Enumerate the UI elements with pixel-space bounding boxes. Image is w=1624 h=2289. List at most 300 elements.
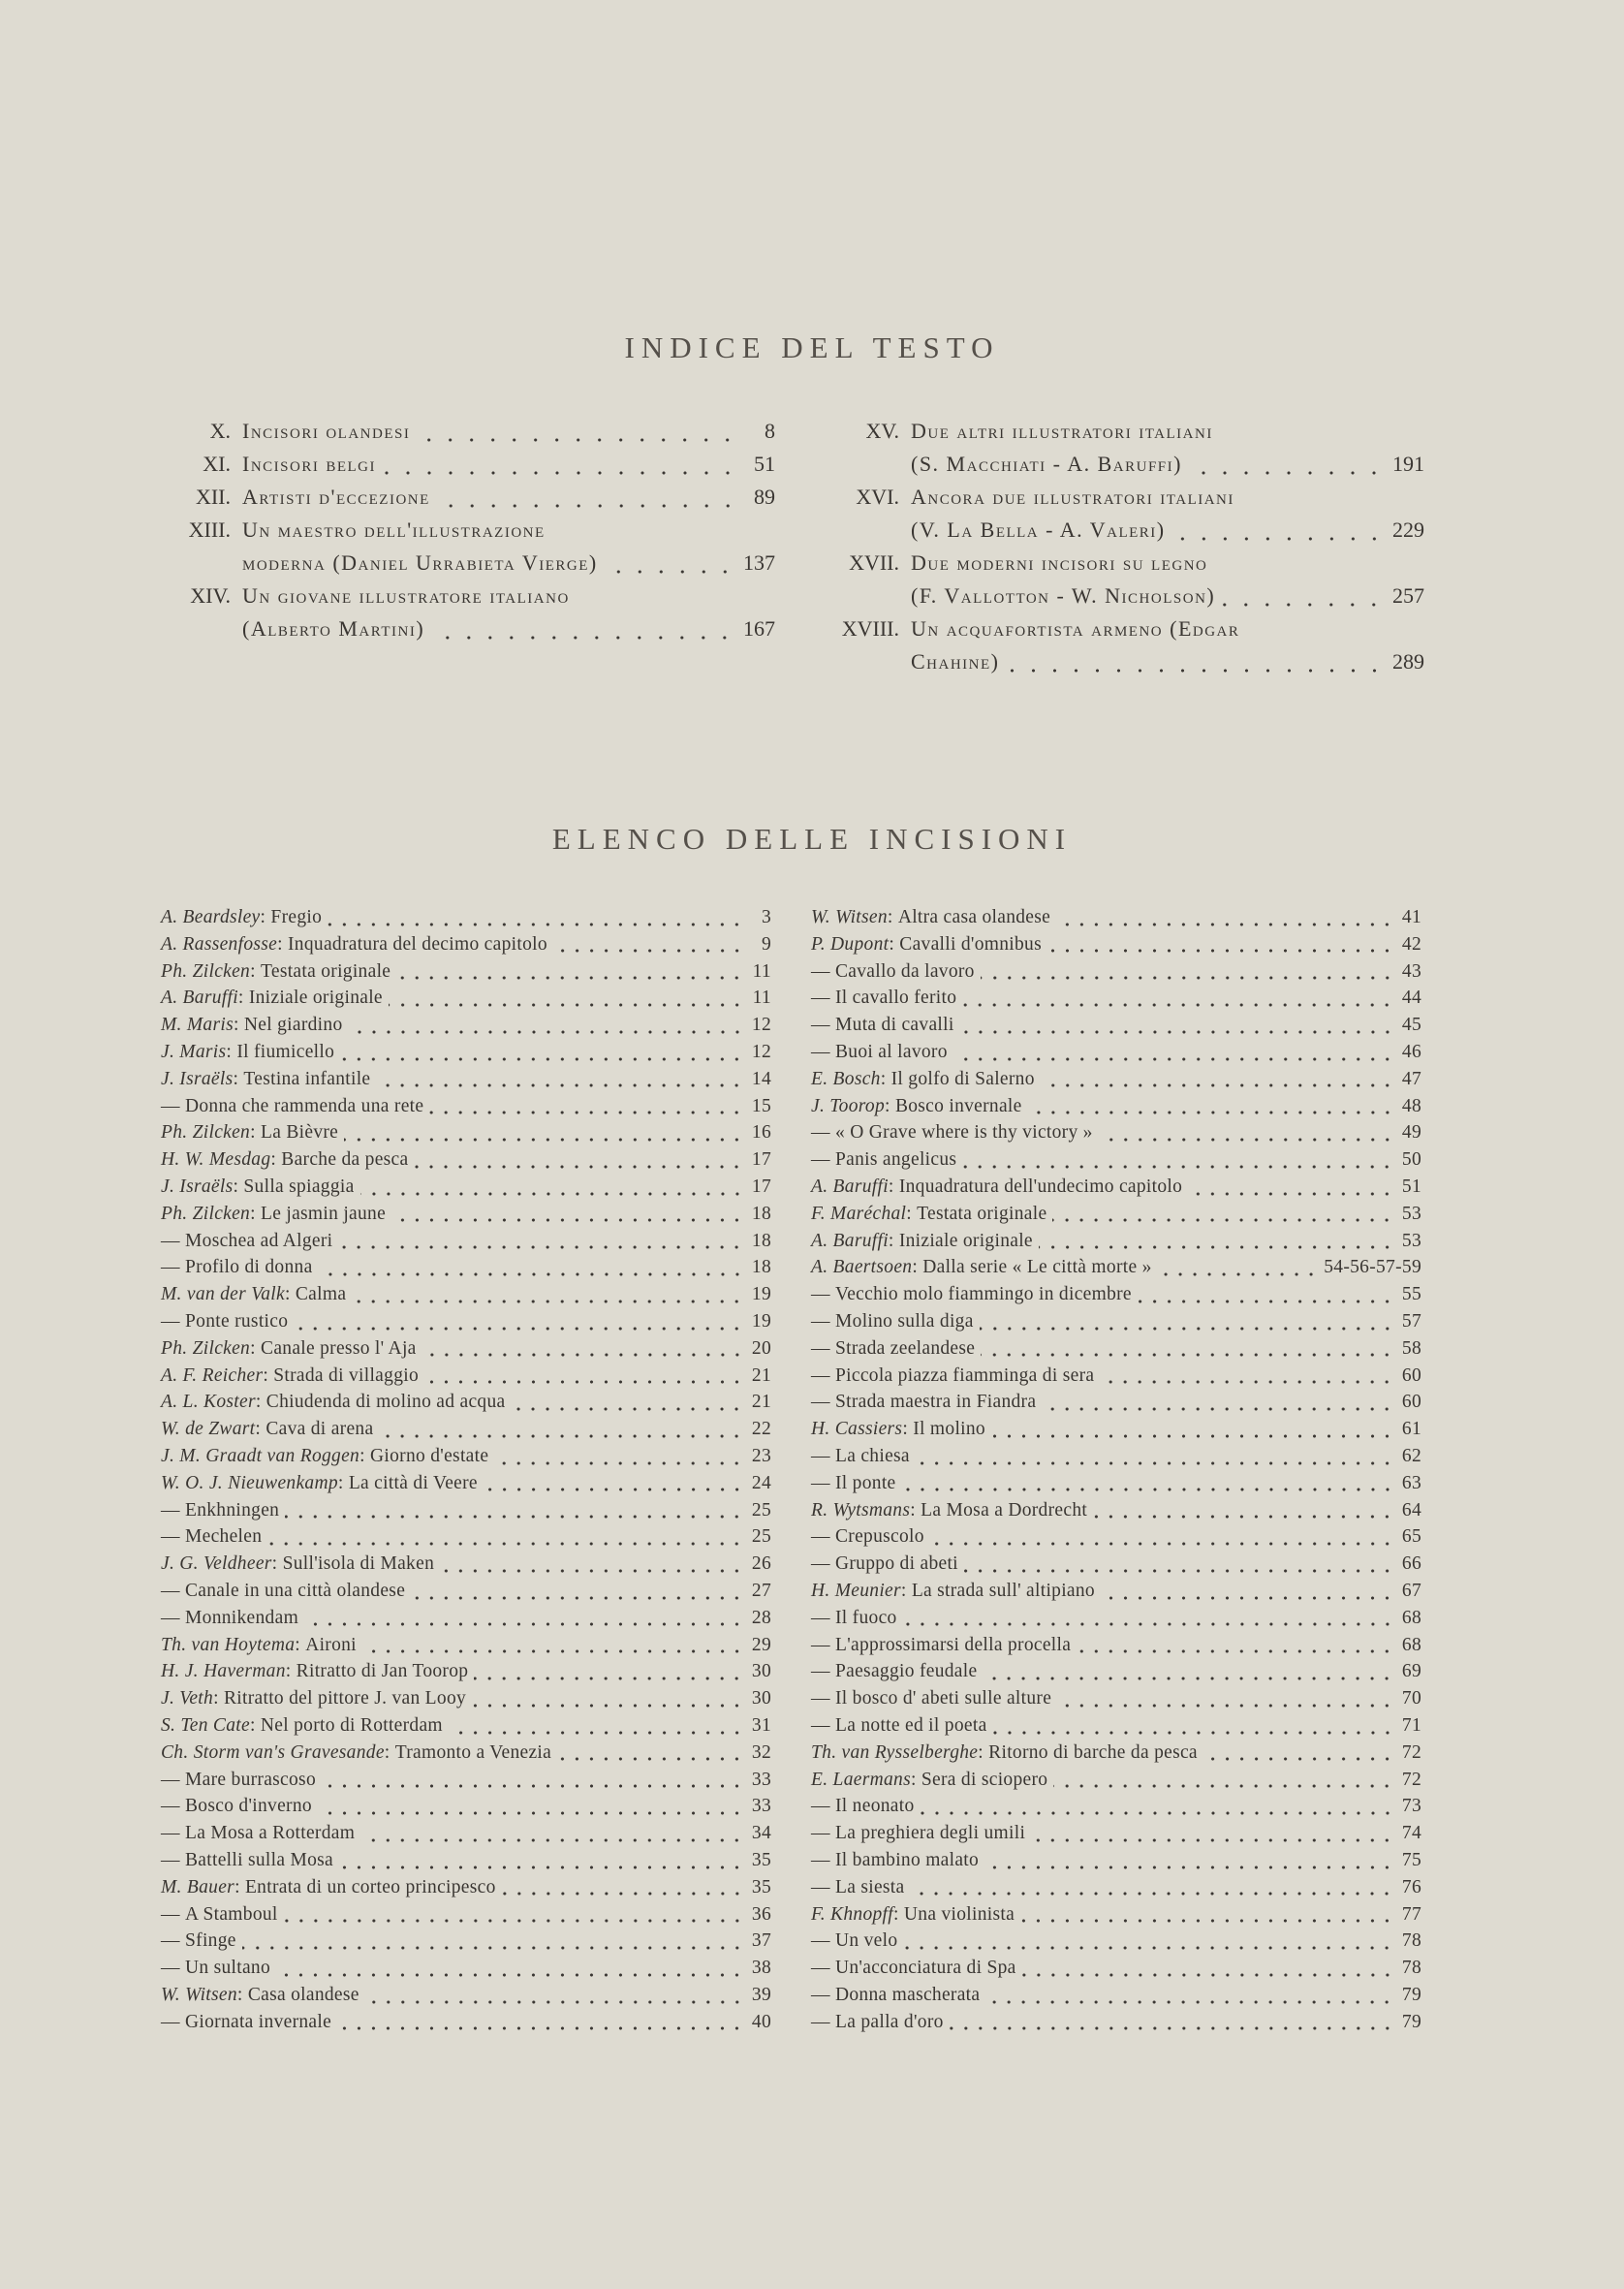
dot-leader	[411, 1595, 744, 1601]
dot-leader	[285, 1514, 744, 1520]
artist-name: A. L. Koster	[161, 1392, 256, 1413]
list-item	[811, 1688, 1421, 1714]
dot-leader	[414, 1164, 744, 1170]
page-number: 49	[1401, 1122, 1421, 1144]
list-item	[811, 1446, 1421, 1472]
dot-leader	[1158, 1271, 1319, 1277]
page-number: 66	[1401, 1553, 1421, 1575]
page-number: 18	[751, 1203, 771, 1224]
work-title: La Mosa a Dordrecht	[921, 1499, 1088, 1521]
chapter-title: (V. La Bella - A. Valeri)	[911, 517, 1166, 542]
work-title: Un'acconciatura di Spa	[835, 1958, 1016, 1979]
page-number: 51	[1401, 1176, 1421, 1197]
artist-name: —	[811, 1526, 830, 1548]
page-number: 30	[751, 1661, 771, 1682]
dot-leader	[319, 1271, 744, 1277]
chapter-title: Un giovane illustratore italiano	[242, 583, 570, 608]
separator: :	[384, 1741, 395, 1763]
artist-name: Ph. Zilcken	[161, 960, 251, 982]
toc-entry-line	[145, 517, 775, 550]
artist-name: —	[161, 1526, 180, 1548]
dot-leader	[910, 1891, 1394, 1897]
dot-leader	[553, 948, 744, 954]
chapter-title: Incisori belgi	[242, 452, 376, 476]
toc-entry-line	[145, 550, 775, 583]
chapter-number: XI.	[203, 452, 231, 476]
page-number: 17	[751, 1176, 771, 1197]
work-title: Muta di cavalli	[835, 1015, 954, 1036]
artist-name: —	[811, 1284, 830, 1305]
artist-name: —	[811, 1607, 830, 1628]
work-title: A Stamboul	[185, 1903, 278, 1925]
separator: :	[359, 1446, 371, 1466]
dot-leader	[1031, 1837, 1394, 1843]
list-item	[161, 1419, 771, 1445]
artist-name: J. M. Graadt van Roggen	[161, 1446, 360, 1466]
page-number: 35	[751, 1876, 771, 1897]
page-number: 35	[751, 1850, 771, 1870]
dot-leader	[1093, 1514, 1394, 1520]
chapter-number: XVI.	[856, 485, 899, 509]
separator: :	[213, 1688, 224, 1709]
artist-name: —	[811, 1392, 830, 1413]
list-item	[811, 1661, 1421, 1687]
work-title: Iniziale originale	[248, 988, 383, 1009]
page-number: 289	[1392, 649, 1424, 674]
work-title: La strada sull' altipiano	[911, 1581, 1095, 1601]
page-number: 11	[752, 988, 771, 1009]
separator: :	[888, 1176, 899, 1197]
toc-entry-line	[145, 485, 775, 517]
work-title: « O Grave where is thy victory »	[835, 1122, 1093, 1144]
list-item	[161, 1581, 771, 1607]
page-number: 26	[751, 1553, 771, 1575]
artist-name: —	[811, 988, 830, 1009]
work-title: Gruppo di abeti	[835, 1553, 958, 1575]
dot-leader	[429, 1110, 744, 1115]
list-item	[161, 1635, 771, 1661]
work-title: Inquadratura del decimo capitolo	[288, 933, 547, 955]
illustrations-heading: ELENCO DELLE INCISIONI	[551, 821, 1073, 856]
list-item	[161, 1231, 771, 1257]
work-title: Vecchio molo fiammingo in dicembre	[835, 1284, 1132, 1305]
work-title: Battelli sulla Mosa	[185, 1850, 334, 1870]
page-number: 89	[754, 485, 775, 509]
artist-name: —	[811, 1958, 830, 1979]
work-title: Il ponte	[835, 1472, 896, 1493]
list-item	[811, 1553, 1421, 1580]
page-number: 64	[1401, 1499, 1421, 1521]
work-title: Sull'isola di Maken	[282, 1553, 435, 1575]
artist-name: —	[811, 1823, 830, 1844]
dot-leader	[511, 1406, 744, 1412]
dot-leader	[424, 1379, 744, 1385]
work-title: Il fiumicello	[236, 1042, 335, 1062]
list-item	[811, 1581, 1421, 1607]
dot-leader	[991, 1433, 1394, 1439]
list-item	[161, 1015, 771, 1041]
page-number: 78	[1401, 1958, 1421, 1979]
artist-name: Ch. Storm van's Gravesande	[161, 1741, 385, 1763]
page-number: 20	[751, 1337, 771, 1359]
dot-leader	[1077, 1648, 1394, 1654]
page-number: 17	[751, 1149, 771, 1171]
work-title: Iniziale originale	[898, 1230, 1033, 1251]
page-number: 38	[751, 1958, 771, 1979]
work-title: Canale in una città olandese	[185, 1581, 406, 1601]
separator: :	[910, 1499, 921, 1521]
artist-name: J. G. Veldheer	[161, 1553, 272, 1575]
artist-name: M. Maris	[161, 1015, 234, 1036]
dot-leader	[1039, 1244, 1394, 1250]
artist-name: A. Baruffi	[811, 1176, 889, 1197]
page-number: 54-56-57-59	[1324, 1257, 1421, 1278]
dot-leader	[1099, 1137, 1394, 1143]
dot-leader	[930, 1541, 1394, 1547]
page-number: 12	[751, 1042, 771, 1062]
work-title: Cavalli d'omnibus	[899, 933, 1042, 955]
artist-name: A. Baertsoen	[811, 1257, 913, 1278]
separator: :	[250, 1122, 262, 1144]
list-item	[161, 1069, 771, 1095]
artist-name: —	[161, 1095, 180, 1116]
artist-name: —	[811, 1337, 830, 1359]
chapter-number: XVIII.	[841, 616, 899, 641]
artist-name: J. Veth	[161, 1688, 214, 1709]
toc-entry-line	[804, 419, 1424, 452]
dot-leader	[962, 1164, 1394, 1170]
separator: :	[885, 1095, 895, 1116]
work-title: Il cavallo ferito	[835, 988, 957, 1009]
work-title: Piccola piazza fiamminga di sera	[835, 1364, 1095, 1386]
artist-name: A. Baruffi	[811, 1230, 889, 1251]
work-title: Cava di arena	[265, 1419, 374, 1440]
artist-name: —	[811, 1015, 830, 1036]
separator: :	[910, 1769, 921, 1790]
dot-leader	[1223, 601, 1385, 609]
list-item	[811, 1742, 1421, 1769]
artist-name: —	[811, 1446, 830, 1466]
dot-leader	[365, 1999, 744, 2005]
dot-leader	[502, 1891, 744, 1897]
page-number: 47	[1401, 1068, 1421, 1089]
page-number: 44	[1401, 988, 1421, 1009]
page-number: 43	[1401, 960, 1421, 982]
artist-name: W. Witsen	[161, 1985, 237, 2005]
separator: :	[255, 1419, 266, 1440]
artist-name: —	[811, 1850, 830, 1870]
page-number: 33	[751, 1796, 771, 1817]
list-item	[161, 1338, 771, 1364]
page-number: 16	[751, 1122, 771, 1144]
toc-entry-line	[145, 583, 775, 616]
list-item	[161, 1742, 771, 1769]
artist-name: J. Israëls	[161, 1068, 234, 1089]
separator: :	[263, 1364, 274, 1386]
artist-name: A. Baruffi	[161, 988, 238, 1009]
list-item	[811, 1985, 1421, 2011]
artist-name: —	[161, 1903, 180, 1925]
artist-name: R. Wytsmans	[811, 1499, 911, 1521]
list-item	[811, 1365, 1421, 1392]
chapter-title: Ancora due illustratori italiani	[911, 485, 1234, 509]
page-number: 60	[1401, 1392, 1421, 1413]
artist-name: —	[161, 1607, 180, 1628]
dot-leader	[1190, 469, 1385, 477]
page-number: 137	[743, 550, 775, 575]
list-item	[811, 1015, 1421, 1041]
dot-leader	[1188, 1191, 1394, 1197]
chapter-number: XIII.	[188, 517, 231, 542]
page-number: 14	[751, 1068, 771, 1089]
artist-name: H. Meunier	[811, 1581, 901, 1601]
list-item	[811, 1796, 1421, 1822]
list-item	[811, 1069, 1421, 1095]
list-item	[161, 1661, 771, 1687]
work-title: Ponte rustico	[185, 1311, 289, 1332]
artist-name: J. Israëls	[161, 1176, 234, 1197]
work-title: Panis angelicus	[835, 1149, 957, 1171]
dot-leader	[1042, 1406, 1394, 1412]
page-number: 167	[743, 616, 775, 641]
work-title: La Bièvre	[261, 1122, 339, 1144]
dot-leader	[318, 1810, 744, 1816]
dot-leader	[921, 1810, 1394, 1816]
list-item	[161, 1850, 771, 1876]
dot-leader	[379, 1433, 744, 1439]
dot-leader	[396, 975, 744, 981]
dot-leader	[964, 1568, 1394, 1574]
artist-name: F. Khnopff	[811, 1903, 893, 1925]
dot-leader	[983, 1676, 1394, 1681]
toc-entry-line	[804, 616, 1424, 649]
page-number: 71	[1401, 1715, 1421, 1736]
separator: :	[893, 1903, 904, 1925]
separator: :	[270, 1149, 282, 1171]
list-item	[811, 1850, 1421, 1876]
dot-leader	[360, 1837, 744, 1843]
chapter-number: X.	[209, 419, 231, 443]
separator: :	[902, 1419, 914, 1440]
work-title: Cavallo da lavoro	[835, 960, 975, 982]
separator: :	[234, 1876, 245, 1897]
list-item	[161, 1284, 771, 1310]
separator: :	[284, 1284, 296, 1305]
separator: :	[233, 1068, 244, 1089]
artist-name: —	[161, 1930, 180, 1952]
work-title: Giorno d'estate	[370, 1446, 489, 1466]
separator: :	[880, 1068, 891, 1089]
page-number: 9	[761, 933, 771, 955]
chapter-title: Due altri illustratori italiani	[911, 419, 1213, 443]
dot-leader	[1100, 1379, 1394, 1385]
artist-name: H. W. Mesdag	[161, 1149, 271, 1171]
work-title: La siesta	[835, 1876, 905, 1897]
chapter-number: XIV.	[190, 583, 231, 608]
work-title: Inquadratura dell'undecimo capitolo	[898, 1176, 1183, 1197]
separator: :	[236, 1985, 248, 2005]
list-item	[811, 1392, 1421, 1418]
toc-entry-line	[145, 419, 775, 452]
dot-leader	[1052, 1217, 1394, 1223]
page-number: 50	[1401, 1149, 1421, 1171]
work-title: Strada di villaggio	[273, 1364, 420, 1386]
list-item	[161, 907, 771, 933]
dot-leader	[981, 975, 1394, 981]
separator: :	[226, 1042, 237, 1062]
artist-name: J. Maris	[161, 1042, 227, 1062]
dot-leader	[953, 1056, 1394, 1062]
artist-name: —	[811, 960, 830, 982]
list-item	[811, 1231, 1421, 1257]
work-title: Molino sulla diga	[835, 1311, 974, 1332]
artist-name: M. van der Valk	[161, 1284, 285, 1305]
list-item	[811, 1122, 1421, 1148]
work-title: Sfinge	[185, 1930, 236, 1952]
page-number: 21	[751, 1364, 771, 1386]
list-item	[161, 1904, 771, 1930]
artist-name: H. Cassiers	[811, 1419, 903, 1440]
separator: :	[250, 1337, 262, 1359]
page-number: 37	[751, 1930, 771, 1952]
page-number: 8	[765, 419, 775, 443]
list-item	[161, 1500, 771, 1526]
dot-leader	[981, 1352, 1394, 1358]
artist-name: E. Laermans	[811, 1769, 911, 1790]
dot-leader	[276, 1972, 744, 1978]
dot-leader	[1022, 1972, 1394, 1978]
artist-name: E. Bosch	[811, 1068, 881, 1089]
page-number: 65	[1401, 1526, 1421, 1548]
list-item	[811, 1338, 1421, 1364]
page-number: 257	[1392, 583, 1424, 608]
page-number: 73	[1401, 1796, 1421, 1817]
work-title: Enkhningen	[185, 1499, 280, 1521]
work-title: Aironi	[305, 1634, 357, 1655]
list-item	[811, 1284, 1421, 1310]
list-item	[161, 1257, 771, 1283]
list-item	[161, 1446, 771, 1472]
toc-entry-line	[804, 517, 1424, 550]
page-number: 60	[1401, 1364, 1421, 1386]
artist-name: —	[161, 1581, 180, 1601]
list-item	[161, 934, 771, 960]
dot-leader	[980, 1326, 1394, 1332]
page-number: 229	[1392, 517, 1424, 542]
dot-leader	[340, 1056, 744, 1062]
artist-name: —	[161, 1823, 180, 1844]
work-title: Monnikendam	[185, 1607, 299, 1628]
artist-name: M. Bauer	[161, 1876, 235, 1897]
dot-leader	[1173, 535, 1385, 543]
dot-leader	[344, 1137, 744, 1143]
list-item	[161, 1122, 771, 1148]
artist-name: H. J. Haverman	[161, 1661, 286, 1682]
list-item	[811, 988, 1421, 1014]
chapter-title: Due moderni incisori su legno	[911, 550, 1208, 575]
page-number: 31	[751, 1715, 771, 1736]
page-number: 76	[1401, 1876, 1421, 1897]
work-title: Tramonto a Venezia	[394, 1741, 552, 1763]
chapter-title: Incisori olandesi	[242, 419, 411, 443]
artist-name: W. de Zwart	[161, 1419, 256, 1440]
page-number: 19	[751, 1284, 771, 1305]
dot-leader	[1053, 1783, 1394, 1789]
work-title: La Mosa a Rotterdam	[185, 1823, 356, 1844]
page-number: 51	[754, 452, 775, 476]
artist-name: —	[811, 1715, 830, 1736]
list-item	[811, 1176, 1421, 1203]
dot-leader	[984, 1865, 1394, 1870]
artist-name: Th. van Rysselberghe	[811, 1741, 979, 1763]
work-title: Strada zeelandese	[835, 1337, 976, 1359]
list-item	[161, 988, 771, 1014]
separator: :	[249, 1715, 261, 1736]
separator: :	[285, 1661, 297, 1682]
page-number: 77	[1401, 1903, 1421, 1925]
work-title: Donna che rammenda una rete	[185, 1095, 424, 1116]
separator: :	[887, 907, 898, 927]
artist-name: Ph. Zilcken	[161, 1203, 251, 1224]
list-item	[811, 1823, 1421, 1849]
work-title: Mare burrascoso	[185, 1769, 316, 1790]
dot-leader	[950, 2025, 1394, 2031]
page-number: 24	[751, 1472, 771, 1493]
work-title: Barche da pesca	[281, 1149, 409, 1171]
separator: :	[250, 1203, 262, 1224]
artist-name: —	[811, 1149, 830, 1171]
list-item	[161, 1958, 771, 1984]
toc-entry-line	[804, 583, 1424, 616]
page-number: 32	[751, 1741, 771, 1763]
work-title: Chiudenda di molino ad acqua	[265, 1392, 506, 1413]
work-title: Il molino	[913, 1419, 985, 1440]
list-item	[161, 1770, 771, 1796]
page-number: 30	[751, 1688, 771, 1709]
toc-entry-line	[145, 616, 775, 649]
artist-name: —	[161, 1311, 180, 1332]
list-item	[811, 1608, 1421, 1634]
dot-leader	[438, 502, 738, 510]
page-number: 57	[1401, 1311, 1421, 1332]
work-title: Calma	[295, 1284, 347, 1305]
list-item	[811, 1958, 1421, 1984]
chapter-title: (S. Macchiati - A. Baruffi)	[911, 452, 1182, 476]
work-title: Entrata di un corteo principesco	[244, 1876, 496, 1897]
separator: :	[337, 1472, 349, 1493]
separator: :	[277, 933, 289, 955]
work-title: Bosco d'inverno	[185, 1796, 312, 1817]
artist-name: —	[811, 1930, 830, 1952]
work-title: L'approssimarsi della procella	[835, 1634, 1072, 1655]
dot-leader	[418, 436, 738, 444]
dot-leader	[349, 1029, 744, 1035]
artist-name: —	[811, 1472, 830, 1493]
separator: :	[233, 1176, 244, 1197]
work-title: Il fuoco	[835, 1607, 897, 1628]
page-number: 63	[1401, 1472, 1421, 1493]
toc-heading: INDICE DEL TESTO	[624, 329, 1000, 364]
dot-leader	[1008, 667, 1386, 674]
page-number: 28	[751, 1607, 771, 1628]
artist-name: —	[811, 1634, 830, 1655]
list-item	[811, 1930, 1421, 1957]
list-item	[811, 1042, 1421, 1068]
dot-leader	[362, 1648, 744, 1654]
dot-leader	[339, 1865, 744, 1870]
list-item	[161, 1608, 771, 1634]
page-number: 53	[1401, 1203, 1421, 1224]
